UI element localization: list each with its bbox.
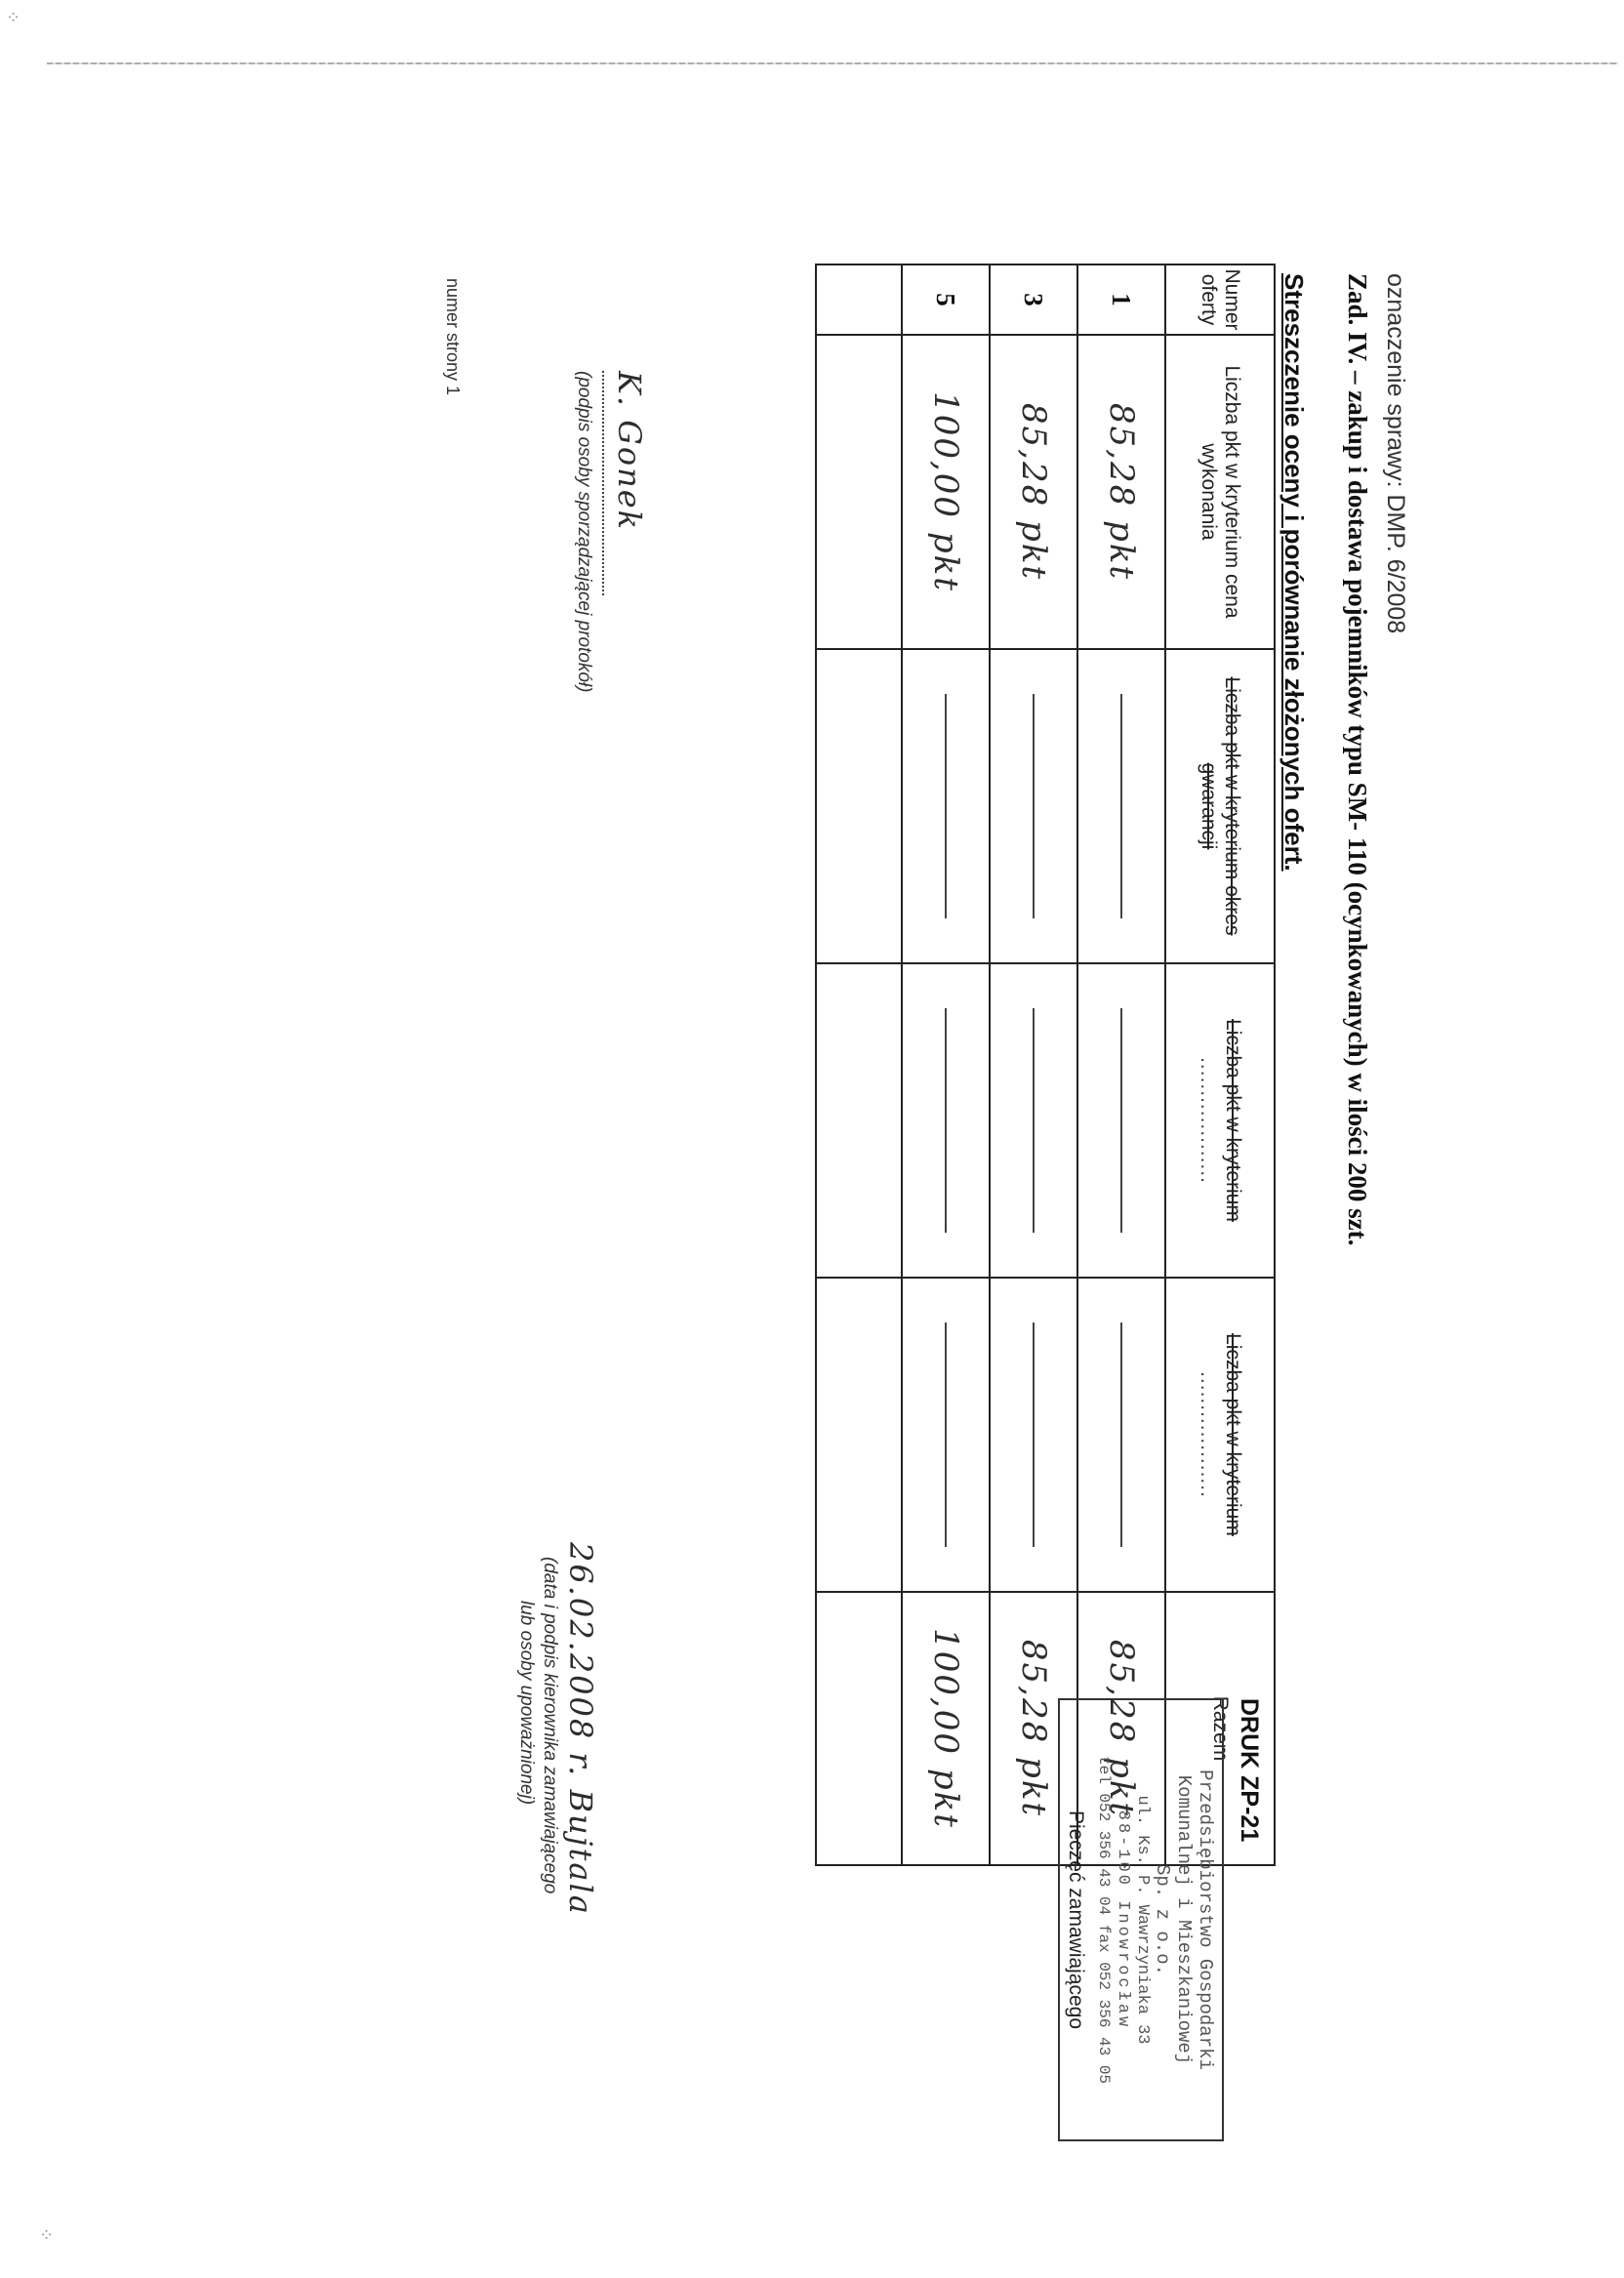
criterion4-points-cell [902,1278,990,1592]
scan-speck: ⁘ [39,2225,55,2245]
form-name: DRUK ZP-21 [1236,1698,1263,1843]
empty-cell [816,963,902,1278]
criterion4-points-cell [990,1278,1077,1592]
empty-cell [816,1592,902,1865]
table-row [902,264,990,1865]
offer-number-cell: 3 [990,264,1077,335]
empty-cell [816,649,902,963]
criterion3-points-cell [990,963,1077,1278]
price-points-cell: 100,00 pkt [902,335,990,649]
empty-cell [816,264,902,335]
table-row [1077,264,1165,1865]
criterion3-points-cell [1077,963,1165,1278]
warranty-points-cell [990,649,1077,963]
dash-mark [1033,694,1035,918]
empty-cell [816,335,902,649]
header-criterion-4-fill: ................... [1197,1371,1219,1498]
header-total: Razem [1165,1592,1275,1865]
dash-mark [1120,1322,1122,1547]
table-header-row [1165,264,1275,1865]
offer-number-cell: 5 [902,264,990,335]
case-reference: oznaczenie sprawy: DMP. 6/2008 [1382,273,1409,634]
preparer-caption: (podpis osoby sporządzającej protokół) [574,371,594,693]
table-row-empty [816,264,902,1865]
header-criterion-3 [1165,963,1275,1278]
stamp-caption: Pieczęć zamawiającego [1065,1810,1087,2030]
total-points-cell: 100,00 pkt [902,1592,990,1865]
total-points-cell: 85,28 pkt [1077,1592,1165,1865]
preparer-signature: K. Gonek [611,371,648,532]
scan-speck: ⁘ [6,8,21,27]
dash-mark [1033,1008,1035,1233]
dash-mark [945,694,947,918]
section-title: Streszczenie oceny i porównanie złożonych ofert. [1279,273,1309,872]
dash-mark [1033,1322,1035,1547]
header-price-criterion: Liczba pkt w kryterium cena wykonania [1165,335,1275,649]
total-points-cell: 85,28 pkt [990,1592,1077,1865]
offers-table [815,264,1276,1866]
dash-mark [1120,1008,1122,1233]
offer-number-cell: 1 [1077,264,1165,335]
stamp-line: ul. Ks. P. Wawrzyniaka 33 [1133,1795,1152,2045]
manager-caption-line2: lub osoby upoważnionej) [516,1601,537,1806]
company-stamp [1058,1698,1224,2141]
page-number: numer strony 1 [443,278,463,396]
stamp-line: 88-100 Inowrocław [1114,1810,1132,2030]
criterion4-points-cell [1077,1278,1165,1592]
header-criterion-4-label: Liczba pkt w kryterium [1222,1333,1244,1536]
stamp-line: Przedsiębiorstwo Gospodarki [1195,1770,1216,2070]
criterion3-points-cell [902,963,990,1278]
empty-cell [816,1278,902,1592]
manager-signature: 26.02.2008 r. Bujtala [562,1542,599,1916]
warranty-points-cell [902,649,990,963]
stamp-line: Sp. z o.o. [1152,1863,1173,1976]
manager-caption-line1: (data i podpis kierownika zamawiającego [540,1557,560,1894]
warranty-points-cell [1077,649,1165,963]
document-heading: Zad. IV. – zakup i dostawa pojemników typu SM- 110 (ocynkowanych) w ilości 200 szt. [1343,273,1372,1246]
header-criterion-3-label: Liczba pkt w kryterium [1222,1019,1244,1222]
stamp-line: Komunalnej i Mieszkaniowej [1173,1774,1195,2065]
header-criterion-3-fill: ................... [1197,1057,1219,1184]
price-points-cell: 85,28 pkt [990,335,1077,649]
header-offer-number: Numer oferty [1165,264,1275,335]
dash-mark [945,1322,947,1547]
dash-mark [945,1008,947,1233]
signature-line [602,371,604,595]
price-points-cell: 85,28 pkt [1077,335,1165,649]
header-warranty-criterion: Liczba pkt w kryterium okres gwarancji [1165,649,1275,963]
table-row [990,264,1077,1865]
stamp-line: tel 052 356 43 04 fax 052 356 43 05 [1095,1755,1113,2085]
header-criterion-4 [1165,1278,1275,1592]
dash-mark [1120,694,1122,918]
